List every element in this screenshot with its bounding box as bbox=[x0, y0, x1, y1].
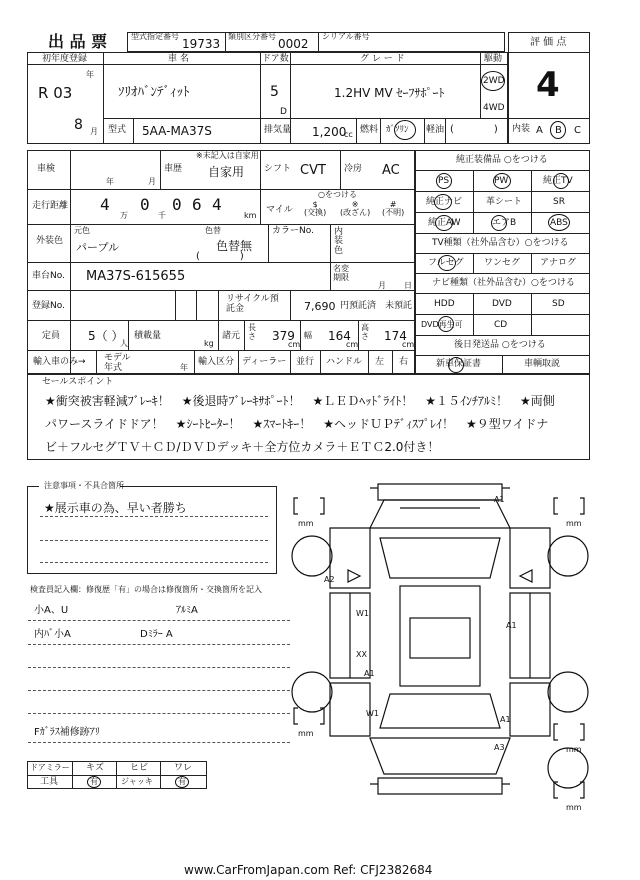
mileage-sen: 千 bbox=[158, 211, 166, 220]
handle-right: 右 bbox=[399, 357, 409, 367]
legend-tools-value: 有 bbox=[90, 777, 98, 786]
inspector-line-2-right: Dﾐﾗｰ A bbox=[140, 629, 173, 640]
load-label: 積載量 bbox=[134, 331, 162, 341]
damage-mark-8: A1 bbox=[500, 715, 511, 724]
legend-jack-value: 有 bbox=[178, 777, 186, 786]
own-note: ※未記入は自家用 bbox=[196, 151, 259, 160]
first-reg-month-unit: 月 bbox=[90, 127, 98, 136]
equip-abs-circle bbox=[548, 214, 570, 231]
reg-label: 登録No. bbox=[32, 301, 65, 311]
displacement-label: 排気量 bbox=[264, 125, 292, 135]
capacity-unit: 人 bbox=[120, 339, 128, 348]
equip-sr: SR bbox=[553, 197, 565, 207]
shift-value: CVT bbox=[300, 163, 326, 178]
equip-pw: PW bbox=[494, 176, 509, 186]
inspection-label: 車検 bbox=[37, 164, 56, 174]
use-label: 車歴 bbox=[164, 164, 183, 174]
model-value: 5AA-MA37S bbox=[142, 124, 212, 138]
legend-jack: ジャッキ bbox=[121, 777, 153, 786]
equip-aw: 純正AW bbox=[428, 218, 461, 228]
displacement-value: 1,200 bbox=[312, 125, 347, 139]
recycle-value: 7,690 bbox=[304, 300, 336, 313]
fuel-label: 燃料 bbox=[360, 125, 379, 135]
damage-mark-6: A1 bbox=[364, 669, 375, 678]
mm-label-spare: mm bbox=[566, 803, 582, 812]
recycle-paid: 円預託済 bbox=[340, 301, 377, 311]
car-damage-diagram bbox=[290, 478, 590, 808]
mm-label-fl: mm bbox=[298, 519, 314, 528]
rating-label: 評 価 点 bbox=[530, 37, 567, 48]
chassis-value: MA37S-615655 bbox=[86, 269, 186, 284]
width-label: 幅 bbox=[304, 331, 312, 340]
dims-label: 諸元 bbox=[222, 331, 241, 341]
later-manual: 車輌取説 bbox=[524, 359, 561, 369]
shift-label: シフト bbox=[264, 164, 292, 174]
inspector-line-2-left: 内ﾊﾞ小A bbox=[34, 629, 71, 640]
mm-label-rr: mm bbox=[566, 745, 582, 754]
mile-label: マイル bbox=[266, 205, 293, 215]
nav-title: ナビ種類（社外品含む）○をつける bbox=[432, 278, 575, 288]
chassis-label: 車台No. bbox=[32, 271, 65, 281]
light-label: 軽油 bbox=[426, 125, 445, 135]
drive-4wd: 4WD bbox=[483, 103, 505, 113]
ac-label: 冷房 bbox=[344, 164, 363, 174]
equip-navi-circle bbox=[434, 194, 452, 210]
doors-label: ドア数 bbox=[262, 54, 289, 64]
equip-airbag: エアB bbox=[492, 218, 517, 228]
altered-label: ※ (改ざん) bbox=[340, 200, 371, 217]
damage-mark-2: A2 bbox=[324, 575, 335, 584]
import-label: 輸入車のみ→ bbox=[33, 357, 86, 367]
category-label: 類別区分番号 bbox=[228, 32, 276, 41]
tv-title: TV種類（社外品含む）○をつける bbox=[432, 238, 569, 248]
damage-mark-5: A1 bbox=[506, 621, 517, 630]
fuel-value: ｶﾞｿﾘﾝ bbox=[386, 125, 409, 135]
footer-ref: www.CarFromJapan.com Ref: CFJ2382684 bbox=[184, 863, 433, 877]
legend-break: ワレ bbox=[174, 763, 193, 773]
equip-navi: 純正ナビ bbox=[426, 197, 463, 207]
equip-tv-circle bbox=[553, 173, 569, 189]
mileage-digit-5: 4 bbox=[212, 195, 222, 214]
tv-analog: アナログ bbox=[540, 258, 577, 268]
mileage-label: 走行距離 bbox=[32, 201, 69, 211]
equip-aw-circle bbox=[435, 215, 453, 231]
name-change-label: 名変期限 bbox=[333, 264, 349, 282]
serial-label: シリアル番号 bbox=[322, 32, 370, 41]
capacity-label: 定員 bbox=[42, 331, 61, 341]
ac-value: AC bbox=[382, 163, 400, 178]
damage-mark-1: A1 bbox=[494, 495, 505, 504]
equip-ps-circle bbox=[436, 173, 452, 189]
mileage-unit: km bbox=[244, 211, 257, 220]
recycle-unpaid: 未預託 bbox=[385, 301, 413, 311]
mm-label-fr: mm bbox=[566, 519, 582, 528]
mileage-digit-4: 6 bbox=[192, 195, 202, 214]
inspector-line-1-left: 小A、U bbox=[34, 605, 69, 616]
dealer-label: ディーラー bbox=[242, 357, 287, 367]
car-name: ｿﾘｵﾊﾞﾝﾃﾞｨｯﾄ bbox=[118, 85, 190, 100]
orig-color-value: パープル bbox=[76, 241, 120, 254]
car-name-label: 車 名 bbox=[168, 54, 189, 64]
sales-line-3: ビ＋フルセグＴＶ＋ＣＤ/ＤＶＤデッキ＋全方位カメラ＋ＥＴＣ2.0付き！ bbox=[45, 440, 440, 454]
mileage-digit-3: 0 bbox=[172, 195, 182, 214]
legend-jack-circle bbox=[175, 776, 189, 788]
nav-sd: SD bbox=[552, 299, 565, 309]
doors-suffix: D bbox=[280, 107, 287, 117]
import-div-label: 輸入区分 bbox=[198, 357, 235, 367]
legend-tools-circle bbox=[87, 776, 101, 788]
interior-c: C bbox=[574, 125, 581, 136]
color-change-value: 色替無 bbox=[216, 239, 253, 253]
inspection-month: 月 bbox=[148, 177, 156, 186]
model-label: 型式 bbox=[108, 125, 127, 135]
parallel-label: 並行 bbox=[296, 357, 315, 367]
length-label: 長さ bbox=[248, 323, 256, 341]
mm-label-rl: mm bbox=[298, 729, 314, 738]
equip-leather: 革シート bbox=[486, 197, 523, 207]
legend-scratch: キズ bbox=[86, 763, 104, 773]
legend-tools: 工具 bbox=[40, 777, 59, 787]
first-reg-label: 初年度登録 bbox=[42, 54, 88, 64]
height-label: 高さ bbox=[361, 323, 369, 341]
length-value: 379 bbox=[272, 329, 295, 343]
nav-hdd: HDD bbox=[434, 299, 455, 309]
equip-tv: 純正TV bbox=[543, 176, 573, 186]
sales-label: セールスポイント bbox=[42, 377, 114, 387]
height-unit: cm bbox=[402, 340, 415, 349]
name-change-day: 日 bbox=[404, 281, 412, 290]
inspector-line-1-right: ｱﾙﾐA bbox=[176, 605, 198, 616]
mileage-man: 万 bbox=[120, 211, 128, 220]
recycle-label: リサイクル預託金 bbox=[226, 294, 279, 315]
damage-mark-9: A3 bbox=[494, 743, 505, 752]
nav-dvd-play: DVD再生可 bbox=[421, 320, 463, 329]
notes-line-1: ★展示車の為、早い者勝ち bbox=[44, 501, 187, 515]
equip-ps: PS bbox=[438, 176, 450, 186]
use-value: 自家用 bbox=[208, 165, 245, 179]
height-value: 174 bbox=[384, 329, 407, 343]
grade-label: グ レ ー ド bbox=[360, 54, 405, 64]
unknown-label: # (不明) bbox=[382, 200, 405, 217]
capacity-value: 5（ ） bbox=[88, 329, 124, 343]
sales-line-2: パワースライドドア！ ★ｼｰﾄﾋｰﾀｰ！ ★ｽﾏｰﾄｷｰ！ ★ヘッドＵＰﾃﾞｨｽﾌﾟﾚｲ！ ★９型ワイドナ bbox=[45, 417, 549, 431]
later-warranty: 新車保証書 bbox=[436, 359, 482, 369]
notes-box bbox=[27, 486, 277, 574]
handle-left: 左 bbox=[375, 357, 385, 367]
model-cert-label: 型式指定番号 bbox=[131, 32, 179, 41]
grade-value: 1.2HV MV ｾｰﾌｻﾎﾟｰﾄ bbox=[334, 86, 445, 100]
color-code-label: カラーNo. bbox=[272, 226, 314, 236]
model-year-label: モデル年式 bbox=[104, 353, 131, 374]
sales-line-1: ★衝突被害軽減ﾌﾞﾚｰｷ！ ★後退時ﾌﾞﾚｰｷｻﾎﾟｰﾄ！ ★ＬＥＤﾍｯﾄﾞﾗｲﾄ！ ★１５ｲﾝﾁｱﾙﾐ！ ★両側 bbox=[45, 394, 555, 408]
equip-pw-circle bbox=[493, 173, 511, 189]
mileage-digit-2: 0 bbox=[140, 195, 150, 214]
drive-2wd: 2WD bbox=[483, 76, 505, 86]
interior-a: A bbox=[536, 125, 543, 136]
legend-crack: ヒビ bbox=[130, 763, 149, 773]
equip-airbag-circle bbox=[491, 215, 507, 231]
drive-2wd-circle bbox=[481, 71, 505, 91]
tv-oneseg: ワンセグ bbox=[484, 258, 521, 268]
color-change-label: 色替 bbox=[205, 226, 221, 235]
inspection-year: 年 bbox=[106, 177, 114, 186]
category-value: 0002 bbox=[278, 37, 309, 51]
handle-label: ハンドル bbox=[326, 357, 363, 367]
first-reg-year-unit: 年 bbox=[86, 70, 94, 79]
damage-mark-7: W1 bbox=[366, 709, 379, 718]
model-cert-value: 19733 bbox=[182, 37, 221, 51]
interior-label: 内装 bbox=[512, 124, 531, 134]
mileage-check-note: ○をつける bbox=[318, 190, 357, 199]
nav-cd: CD bbox=[494, 320, 508, 330]
load-unit: kg bbox=[204, 339, 214, 348]
interior-b-circle bbox=[550, 121, 566, 139]
later-title: 後日発送品 ○をつける bbox=[454, 340, 546, 350]
interior-b: B bbox=[555, 125, 562, 136]
sheet-title: 出 品 票 bbox=[48, 32, 108, 51]
rating-value: 4 bbox=[536, 65, 560, 105]
first-reg-era: R 03 bbox=[38, 84, 73, 102]
exchange-label: $ (交換) bbox=[304, 200, 327, 217]
name-change-month: 月 bbox=[378, 281, 386, 290]
doors-value: 5 bbox=[270, 84, 279, 100]
nav-dvd: DVD bbox=[492, 299, 512, 309]
first-reg-month: 8 bbox=[74, 117, 83, 133]
notes-label: 注意事項・不具合箇所 bbox=[44, 481, 124, 490]
damage-mark-3: W1 bbox=[356, 609, 369, 618]
displacement-unit: cc bbox=[344, 130, 353, 139]
width-value: 164 bbox=[328, 329, 351, 343]
mileage-digit-1: 4 bbox=[100, 195, 110, 214]
equipment-title: 純正装備品 ○をつける bbox=[456, 155, 548, 165]
orig-color-label: 元色 bbox=[74, 226, 90, 235]
legend-door-mirror: ドアミラー bbox=[30, 763, 70, 772]
inspector-line-5-left: Fｶﾞﾗｽ補修跡ｱﾘ bbox=[34, 727, 100, 738]
width-unit: cm bbox=[346, 340, 359, 349]
fuel-gasoline-circle bbox=[394, 120, 416, 140]
color-change-paren: ( ) bbox=[196, 251, 244, 262]
tv-fullseg-circle bbox=[438, 255, 456, 271]
damage-mark-4: XX bbox=[356, 650, 367, 659]
interior-color-label: 内装色 bbox=[334, 227, 344, 256]
drive-label: 駆動 bbox=[484, 54, 503, 64]
light-paren: ( ) bbox=[450, 124, 498, 135]
tv-fullseg: フルセグ bbox=[428, 258, 464, 268]
later-warranty-circle bbox=[448, 357, 464, 373]
inspector-label: 検査員記入欄：修復歴「有」の場合は修復箇所・交換箇所を記入 bbox=[30, 585, 262, 594]
equip-abs: ABS bbox=[550, 218, 568, 228]
color-label: 外装色 bbox=[36, 236, 64, 246]
length-unit: cm bbox=[288, 340, 301, 349]
model-year-unit: 年 bbox=[180, 363, 188, 372]
nav-dvd-play-circle bbox=[438, 316, 454, 332]
